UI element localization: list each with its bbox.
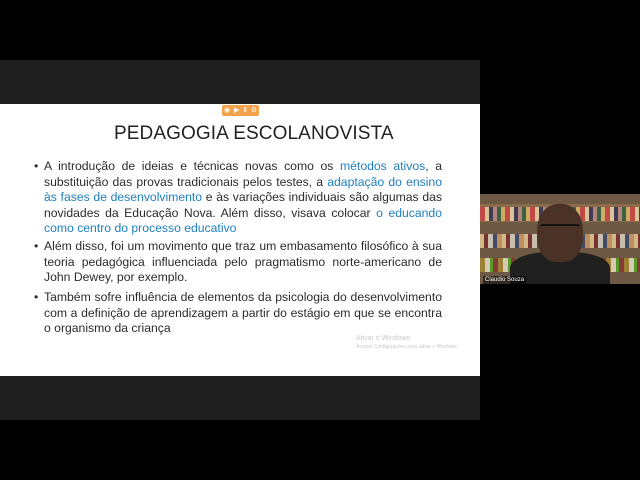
slide-bullet-1 xyxy=(36,159,442,237)
highlight-text: o educando como centro do processo educativo xyxy=(44,205,442,236)
watermark-subtitle: Acesse Configurações para ativar o Windows. xyxy=(356,344,459,350)
highlight-text: adaptação do ensino às fases de desenvolvimento xyxy=(44,174,442,205)
screen-share-toolbar[interactable] xyxy=(222,105,259,116)
slide-title: PEDAGOGIA ESCOLANOVISTA xyxy=(114,123,394,144)
bullet-text: A introdução de ideias e técnicas novas como os xyxy=(44,159,340,173)
bullet-marker: • xyxy=(34,239,39,253)
participant-video-tile[interactable] xyxy=(480,194,640,284)
highlight-text: métodos ativos xyxy=(340,159,426,173)
slide-bullet-2 xyxy=(36,239,442,286)
bullet-text: Também sofre influência de elementos da psicologia do desenvolvimento com a definição de aprendizagem a partir do estágio em que se encontra o organismo da criança xyxy=(44,290,442,336)
participant-head xyxy=(537,204,583,262)
slide-bullet-3 xyxy=(36,290,442,337)
play-icon[interactable]: ▶ xyxy=(234,106,240,114)
bullet-marker: • xyxy=(34,290,39,304)
pause-icon[interactable]: Ⅱ xyxy=(243,106,247,114)
watermark-title: Ativar o Windows xyxy=(356,335,411,342)
bullet-marker: • xyxy=(34,159,39,173)
bullet-text: e às variações individuais são algumas das novidades da Educação Nova. Além disso, visava colocar xyxy=(44,190,442,220)
glasses-icon xyxy=(540,224,580,233)
windows-activation-watermark xyxy=(356,334,458,352)
meeting-top-bar xyxy=(0,0,640,60)
bullet-text: Além disso, foi um movimento que traz um embasamento filosófico à sua teoria pedagógica influenciada pelo pragmatismo norte-americano de John Dewey, por exemplo. xyxy=(44,239,442,285)
screen-share-icon[interactable]: ◉ xyxy=(223,106,231,114)
participant-name-label: Claudio Souza xyxy=(485,277,525,283)
bullet-text: , a substituição das provas tradicionais pelos testes, a xyxy=(44,159,442,189)
settings-icon[interactable]: ⚙ xyxy=(250,106,258,114)
